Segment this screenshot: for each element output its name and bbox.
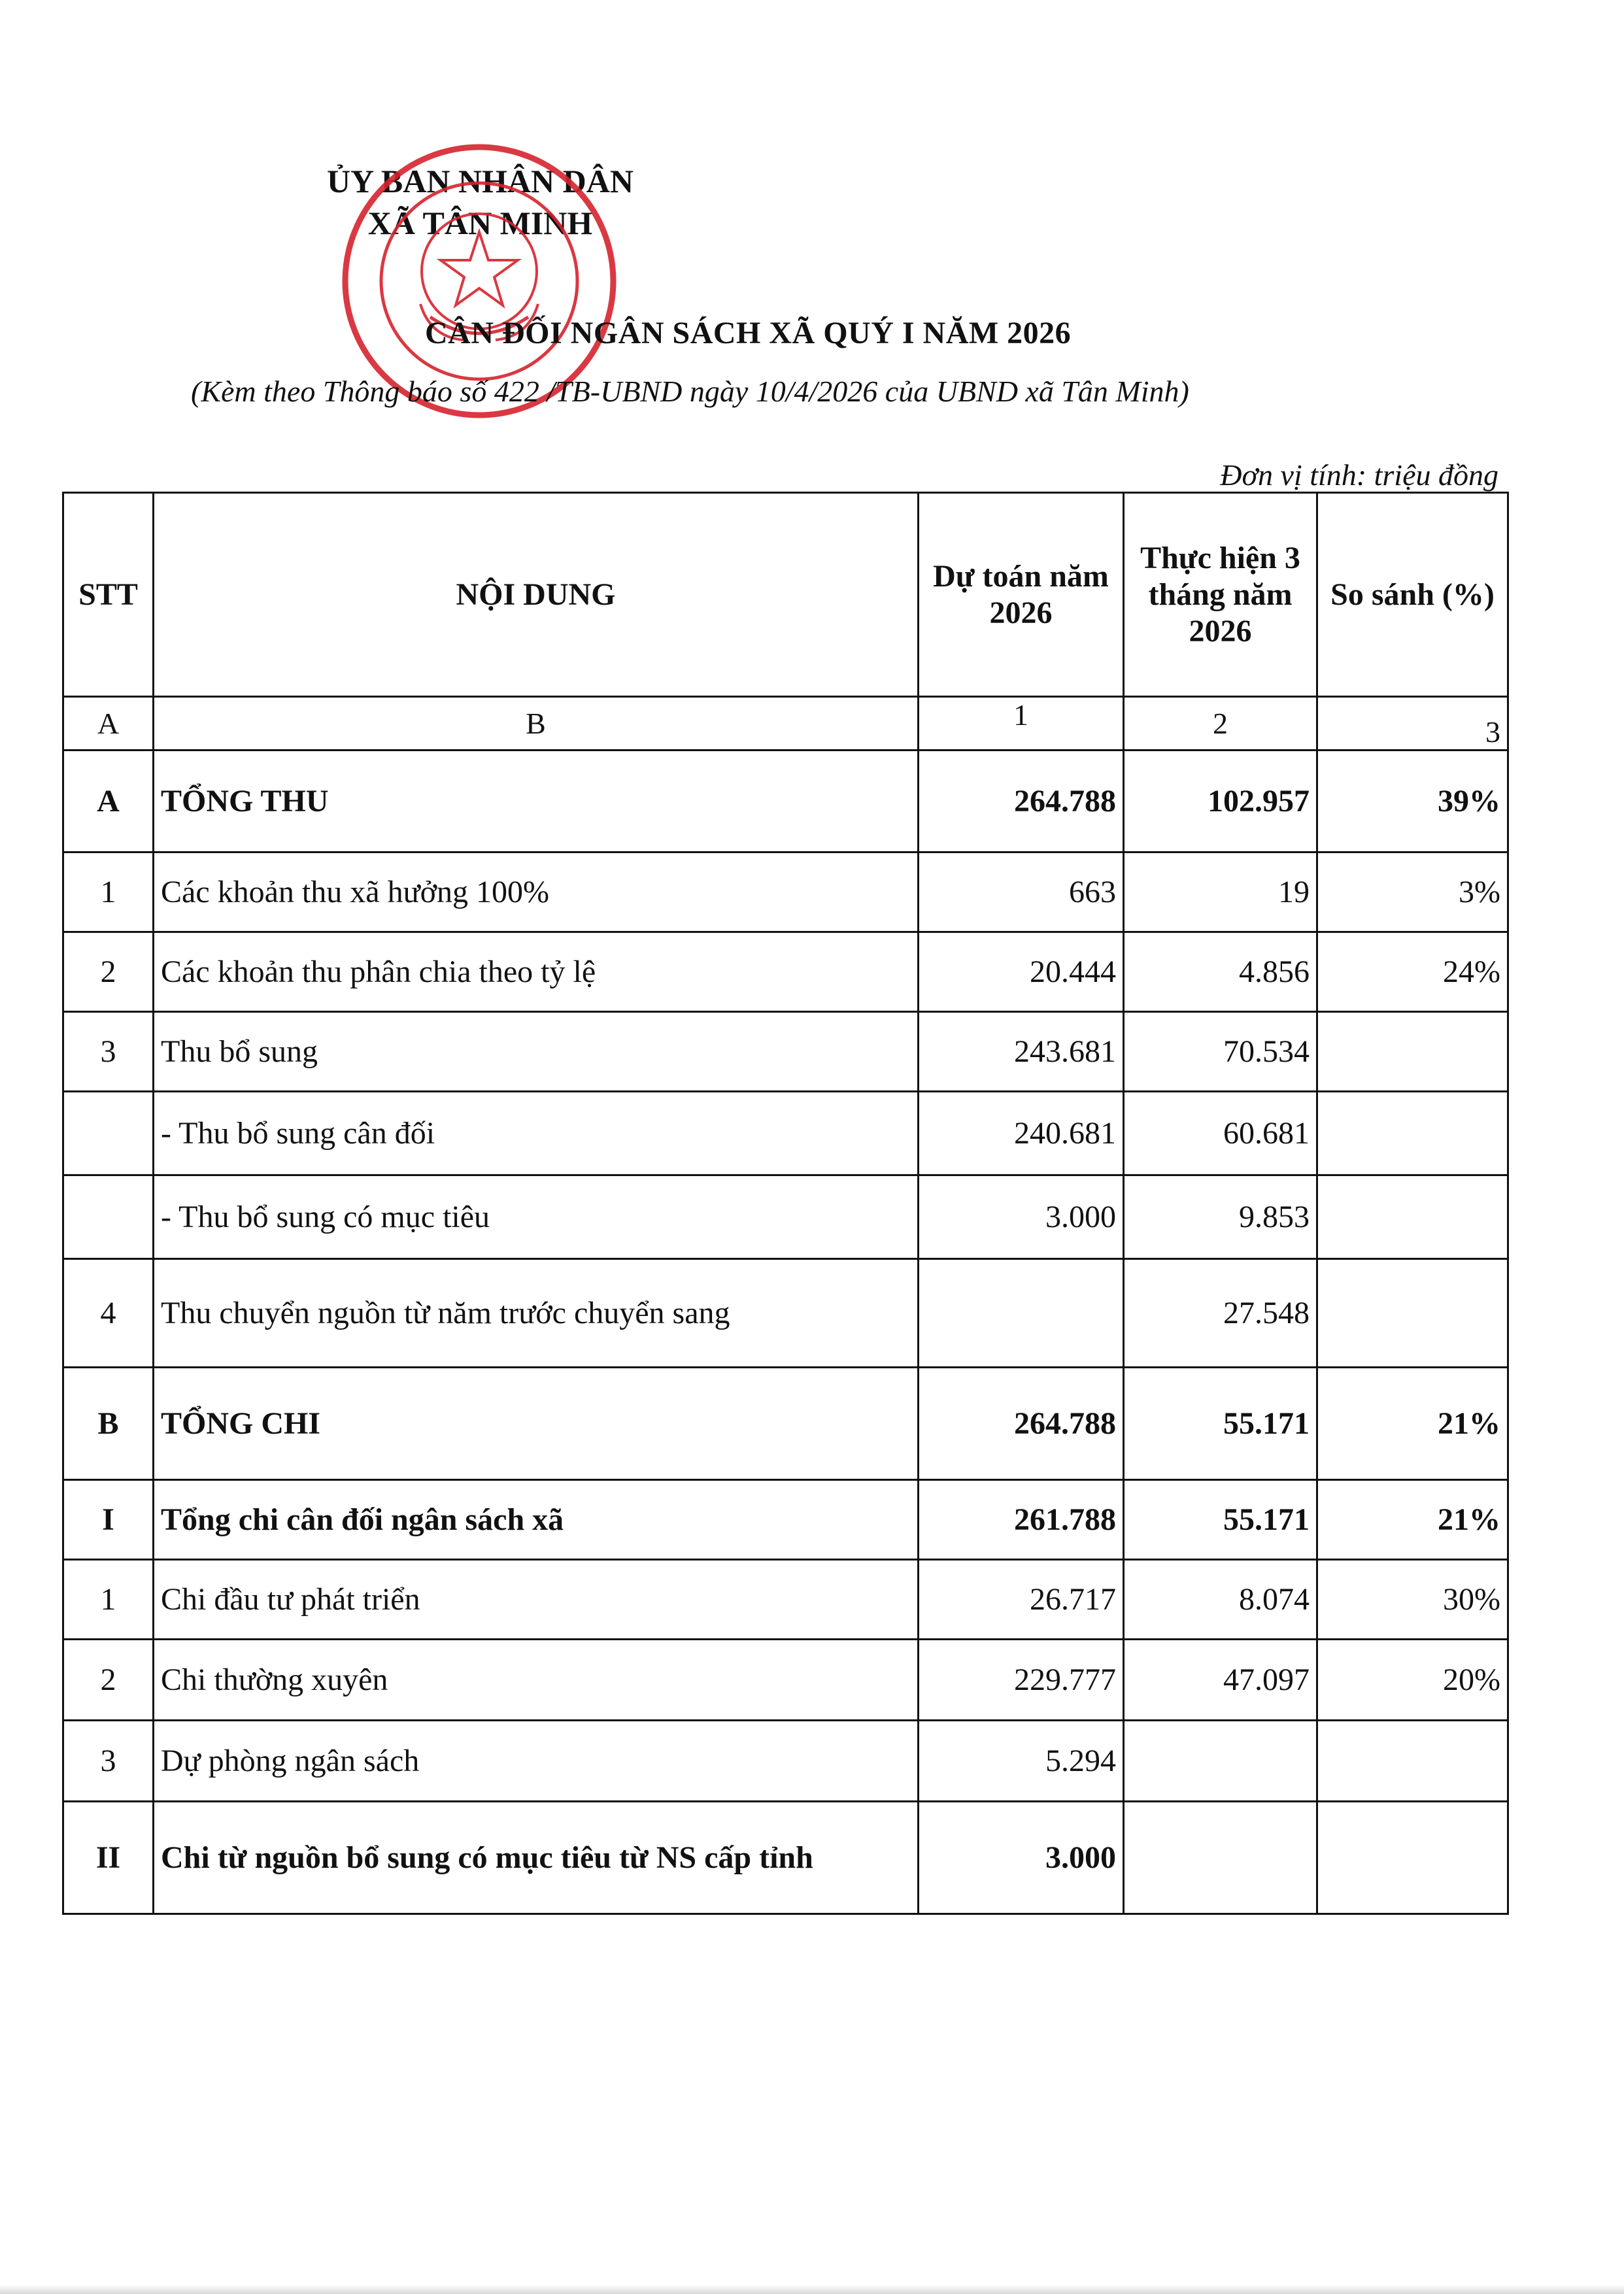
table-row [63, 852, 1508, 932]
row-stt [63, 1175, 154, 1259]
header-ratio: So sánh (%) [1317, 493, 1508, 697]
header-actual: Thực hiện 3 tháng năm 2026 [1124, 493, 1317, 697]
row-ratio [1317, 1259, 1508, 1368]
table-row [63, 1640, 1508, 1721]
row-content: TỔNG CHI [154, 1368, 919, 1480]
row-plan: 26.717 [919, 1560, 1124, 1640]
row-content: Thu chuyển nguồn từ năm trước chuyển sang [154, 1259, 919, 1368]
table-header-row [63, 493, 1508, 697]
row-plan: 3.000 [919, 1175, 1124, 1259]
row-ratio [1317, 1175, 1508, 1259]
row-actual [1124, 1721, 1317, 1802]
row-actual: 9.853 [1124, 1175, 1317, 1259]
index-3: 3 [1317, 697, 1508, 751]
budget-table-wrapper [62, 492, 1507, 1915]
row-stt: 4 [63, 1259, 154, 1368]
organization-name [327, 160, 634, 244]
row-actual: 55.171 [1124, 1480, 1317, 1560]
row-actual: 4.856 [1124, 932, 1317, 1012]
row-ratio: 30% [1317, 1560, 1508, 1640]
row-plan: 264.788 [919, 751, 1124, 852]
header-stt: STT [63, 493, 154, 697]
row-actual: 27.548 [1124, 1259, 1317, 1368]
row-stt: A [63, 751, 154, 852]
header-plan: Dự toán năm 2026 [919, 493, 1124, 697]
row-actual: 8.074 [1124, 1560, 1317, 1640]
document-subtitle: (Kèm theo Thông báo số 422 /TB-UBND ngày 10/4/2026 của UBND xã Tân Minh) [191, 375, 1189, 408]
row-content: - Thu bổ sung có mục tiêu [154, 1175, 919, 1259]
row-actual: 60.681 [1124, 1092, 1317, 1175]
row-ratio: 21% [1317, 1480, 1508, 1560]
row-plan: 3.000 [919, 1802, 1124, 1914]
row-stt: 2 [63, 932, 154, 1012]
table-row [63, 932, 1508, 1012]
row-content: Chi thường xuyên [154, 1640, 919, 1721]
table-row [63, 1480, 1508, 1560]
row-ratio: 3% [1317, 852, 1508, 932]
row-plan: 261.788 [919, 1480, 1124, 1560]
org-line-2: XÃ TÂN MINH [367, 205, 593, 241]
budget-table [62, 492, 1509, 1915]
row-actual: 47.097 [1124, 1640, 1317, 1721]
row-stt: B [63, 1368, 154, 1480]
index-a: A [63, 697, 154, 751]
row-ratio: 21% [1317, 1368, 1508, 1480]
table-row [63, 1175, 1508, 1259]
row-plan [919, 1259, 1124, 1368]
row-actual: 55.171 [1124, 1368, 1317, 1480]
row-actual: 70.534 [1124, 1012, 1317, 1092]
row-stt [63, 1092, 154, 1175]
row-plan: 663 [919, 852, 1124, 932]
row-plan: 264.788 [919, 1368, 1124, 1480]
table-row [63, 1721, 1508, 1802]
row-stt: I [63, 1480, 154, 1560]
row-ratio: 20% [1317, 1640, 1508, 1721]
row-stt: 3 [63, 1012, 154, 1092]
row-stt: 1 [63, 1560, 154, 1640]
row-stt: 2 [63, 1640, 154, 1721]
row-content: Tổng chi cân đối ngân sách xã [154, 1480, 919, 1560]
row-content: Các khoản thu xã hưởng 100% [154, 852, 919, 932]
row-plan: 240.681 [919, 1092, 1124, 1175]
row-content: Dự phòng ngân sách [154, 1721, 919, 1802]
page-bottom-edge [0, 2285, 1624, 2294]
row-content: - Thu bổ sung cân đối [154, 1092, 919, 1175]
row-stt: II [63, 1802, 154, 1914]
row-ratio [1317, 1012, 1508, 1092]
index-1: 1 [919, 697, 1124, 751]
row-plan: 5.294 [919, 1721, 1124, 1802]
header-content: NỘI DUNG [154, 493, 919, 697]
row-actual: 19 [1124, 852, 1317, 932]
row-actual: 102.957 [1124, 751, 1317, 852]
table-row [63, 1368, 1508, 1480]
row-ratio [1317, 1092, 1508, 1175]
table-row [63, 1560, 1508, 1640]
table-row [63, 1259, 1508, 1368]
column-index-row [63, 697, 1508, 751]
row-content: TỔNG THU [154, 751, 919, 852]
unit-note: Đơn vị tính: triệu đồng [1220, 458, 1498, 492]
table-row [63, 1092, 1508, 1175]
row-content: Các khoản thu phân chia theo tỷ lệ [154, 932, 919, 1012]
index-b: B [154, 697, 919, 751]
row-actual [1124, 1802, 1317, 1914]
row-ratio [1317, 1802, 1508, 1914]
row-plan: 229.777 [919, 1640, 1124, 1721]
row-plan: 243.681 [919, 1012, 1124, 1092]
row-ratio [1317, 1721, 1508, 1802]
row-plan: 20.444 [919, 932, 1124, 1012]
table-row [63, 1802, 1508, 1914]
row-stt: 3 [63, 1721, 154, 1802]
table-row [63, 751, 1508, 852]
row-content: Thu bổ sung [154, 1012, 919, 1092]
row-content: Chi đầu tư phát triển [154, 1560, 919, 1640]
row-content: Chi từ nguồn bổ sung có mục tiêu từ NS cấp tỉnh [154, 1802, 919, 1914]
index-2: 2 [1124, 697, 1317, 751]
row-ratio: 24% [1317, 932, 1508, 1012]
document-title: CÂN ĐỐI NGÂN SÁCH XÃ QUÝ I NĂM 2026 [425, 316, 1072, 350]
row-stt: 1 [63, 852, 154, 932]
row-ratio: 39% [1317, 751, 1508, 852]
table-row [63, 1012, 1508, 1092]
org-line-1: ỦY BAN NHÂN DÂN [327, 163, 634, 199]
